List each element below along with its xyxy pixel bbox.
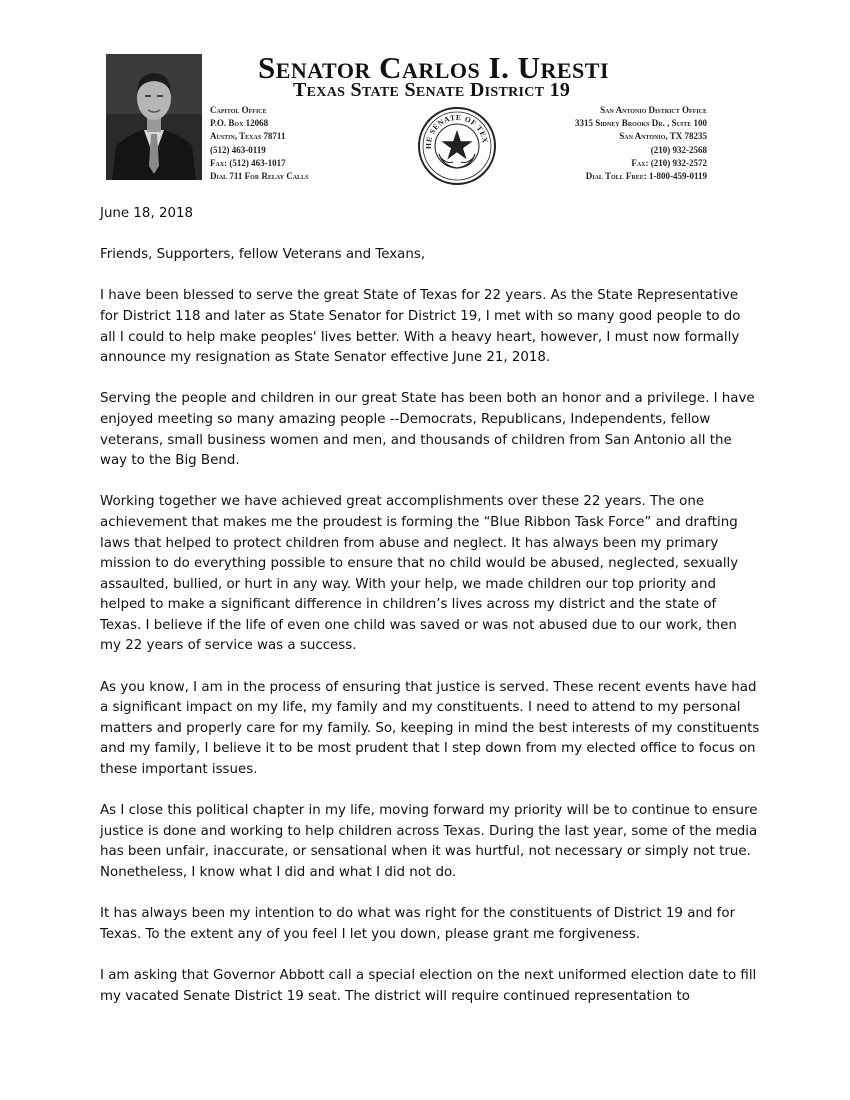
district-office-tollfree: Dial Toll Free: 1-800-459-0119 [585,170,707,181]
letter-paragraph: Serving the people and children in our great State has been both an honor and a privilege. I have enjoyed meeting so many amazing people --Democrats, Republicans, Independents, fellow veterans, small business women and men, and thousands of children from San Antonio all the way to the Big Bend. [100,391,755,469]
capitol-office-label: Capitol Office [210,105,267,115]
senate-seal [417,106,497,186]
senator-name: Senator Carlos I. Uresti [258,50,610,85]
senate-district: Texas State Senate District 19 [293,79,571,101]
district-office-address: 3315 Sidney Brooks Dr. , Suite 100 [574,118,707,129]
letter-paragraph: As you know, I am in the process of ensuring that justice is served. These recent events have had a significant impact on my life, my family and my constituents. I need to attend to my personal matters and properly care for my family. So, keeping in mind the best interests of my constituents and my family, I believe it to be most prudent that I step down from my elected office to focus on these important issues. [100,679,760,778]
letterhead [0,0,850,200]
capitol-office-relay: Dial 711 For Relay Calls [210,170,309,181]
district-office-label: San Antonio District Office [600,105,707,115]
district-office-city: San Antonio, TX 78235 [619,131,707,142]
letter-body [100,204,760,1028]
letter-paragraph: It has always been my intention to do what was right for the constituents of District 19 and for Texas. To the extent any of you feel I let you down, please grant me forgiveness. [100,906,736,942]
seal-text: HE SENATE OF TEX [423,112,490,150]
letter-paragraph: I have been blessed to serve the great State of Texas for 22 years. As the State Representative for District 118 and later as State Senator for District 19, I met with so many good people to do all I could to help make peoples' lives better. With a heavy heart, however, I must now formally announce my resignation as State Senator effective June 21, 2018. [100,288,741,366]
letter-paragraph: As I close this political chapter in my life, moving forward my priority will be to continue to ensure justice is done and working to help children across Texas. During the last year, some of the media has been unfair, inaccurate, or sensational when it was hurtful, not necessary or simply not true. Nonetheless, I know what I did and what I did not do. [100,803,758,880]
capitol-office-phone: (512) 463-0119 [210,144,266,155]
district-office-fax: Fax: (210) 932-2572 [631,157,707,168]
letter-salutation: Friends, Supporters, fellow Veterans and Texans, [100,247,426,263]
letter-date: June 18, 2018 [100,206,194,221]
district-office-phone: (210) 932-2568 [650,144,707,155]
capitol-office-city: Austin, Texas 78711 [210,131,286,142]
senator-portrait [106,54,202,180]
capitol-office-block [210,104,308,183]
capitol-office-fax: Fax: (512) 463-1017 [210,157,286,168]
capitol-office-address: P.O. Box 12068 [210,118,269,129]
district-office-block [575,104,707,183]
letter-paragraph: I am asking that Governor Abbott call a special election on the next uniformed election date to fill my vacated Senate District 19 seat. The district will require continued representation to [100,967,757,1004]
letter-paragraph: Working together we have achieved great accomplishments over these 22 years. The one achievement that makes me the proudest is forming the “Blue Ribbon Task Force” and drafting laws that helped to protect children from abuse and neglect. It has always been my primary mission to do everything possible to ensure that no child would be abused, neglected, sexually assaulted, bullied, or hurt in any way. With your help, we made children our top priority and helped to make a significant difference in children’s lives across my district and the state of Texas. I believe if the life of even one child was saved or was not abused due to our work, then my 22 years of service was a success. [100,494,739,654]
